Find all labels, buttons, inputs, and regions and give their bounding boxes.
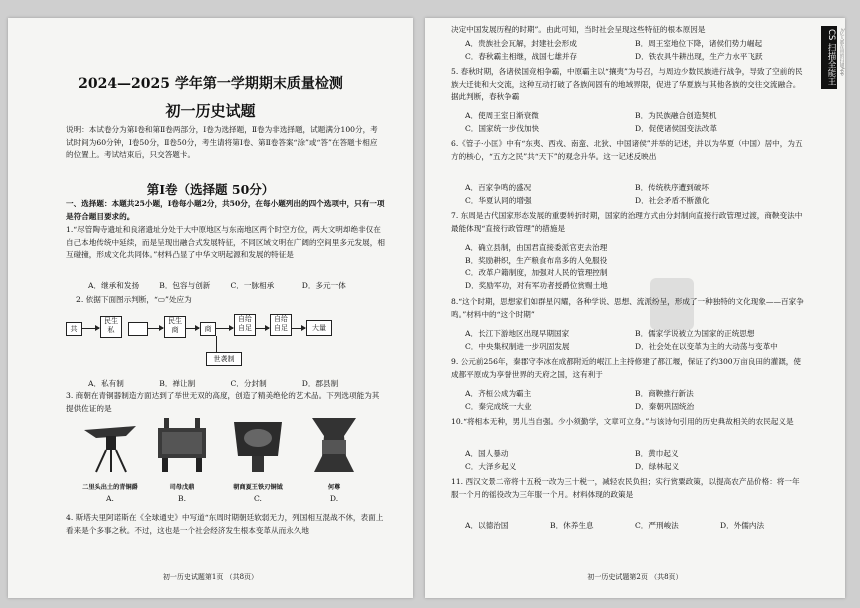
option-a: A．使周王室日渐衰微 (465, 111, 539, 120)
diagram-box-8: 世袭制 (206, 352, 242, 366)
option-d: D．绿林起义 (635, 461, 680, 471)
option-a: A．国人暴动 (465, 449, 509, 458)
option-d: D．外儒内法 (720, 521, 765, 530)
diagram-arrow (81, 328, 99, 329)
camscanner-watermark (821, 26, 837, 89)
question-11: 11. 西汉文景二帝将十五税一改为三十税一，减轻农民负担；实行赏粟政策，以提高农产品价格：将一年服一个月的徭役改为三年服一个月。材料体现的政策是 (451, 477, 800, 499)
option-c: C．中央集权制进一步巩固发展 (465, 341, 570, 351)
diagram-box-3: 民生 商 (164, 316, 186, 338)
question-8-options (465, 328, 805, 353)
option-d: D．多元一体 (301, 281, 346, 290)
relic-caption-a: 二里头出土的青铜爵 (82, 484, 138, 491)
question-5-options (465, 110, 805, 135)
question-2-options (88, 378, 373, 391)
question-8: 8.“这个时期，思想家们如群星闪耀，各种学说、思想、流派纷呈，形成了一种独特的文化现象——百家争鸣。”材料中的“这个时期” (451, 297, 804, 319)
option-b: B. (178, 494, 186, 503)
question-4: 4. 斯塔夫里阿诺斯在《全球通史》中写道“东周时期朝廷软弱无力，列国相互混战不休，表面上看来是个多事之秋。不过，这也是一个社会经济发生根本变革从而永久地 (66, 513, 384, 535)
option-c: C．华夏认同的增强 (465, 195, 532, 205)
relic-caption-d: 何尊 (327, 484, 341, 491)
answer-blank-box (128, 322, 148, 336)
option-c: C. (254, 494, 262, 503)
option-b: B．传统秩序遭到破坏 (635, 183, 709, 192)
option-b: B．休养生息 (550, 521, 594, 530)
option-c: C．分封制 (230, 379, 267, 388)
question-10-options (465, 448, 805, 473)
question-9: 9. 公元前256年，秦郡守李冰在成都附近的岷江上主持修建了都江堰，保证了约300万亩良田的灌溉，使成都平原成为享誉世界的天府之国，这有利于 (451, 357, 801, 379)
option-a: A．以德治国 (465, 521, 509, 530)
diagram-box-6: 自给 自足 (270, 314, 292, 336)
exam-subtitle: 初一历史试题 (165, 102, 256, 120)
option-b: B．包容与创新 (159, 281, 211, 290)
diagram-box-4: 商 (200, 322, 216, 336)
option-a: A．私有制 (88, 379, 124, 388)
option-d: D．促使诸侯国变法改革 (635, 123, 718, 133)
option-c: C．国家统一步伐加快 (465, 123, 540, 133)
diagram-box-2: 民生 私 (100, 316, 122, 338)
question-9-options (465, 388, 805, 413)
instructions: 说明：本试卷分为第Ⅰ卷和第Ⅱ卷两部分，Ⅰ卷为选择题，Ⅱ卷为非选择题，试题满分100分，考试时间为60分钟，Ⅰ卷50分，Ⅱ卷50分，考生请将第Ⅰ卷、第Ⅱ卷答案“涂”或“答”在答题卡相应的位置上。考试结束后，只交答题卡。 (66, 125, 378, 159)
exam-page-1 (8, 18, 413, 598)
question-6: 6.《管子·小匡》中有“东夷、西戎、南蛮、北狄、中国诸侯”并举的记述，并以为华夏（中国）居中，为五方的核心，“五方之民”共“天下”的观念升华。这一记述反映出 (451, 139, 803, 161)
question-11-options (465, 520, 805, 533)
option-d: D．秦朝巩固统治 (635, 401, 695, 411)
option-d: D．社会处在以变革为主的大动荡与变革中 (635, 341, 778, 351)
diagram-arrow (291, 328, 305, 329)
question-10: 10.“将相本无种，男儿当自强。少小须勤学，文章可立身。”与该诗句引用的历史典故相关的农民起义是 (451, 417, 794, 426)
option-c: C．一脉相承 (230, 281, 275, 290)
option-c: C．大泽乡起义 (465, 461, 517, 471)
simuwu-ding-image (148, 416, 216, 474)
option-a: A．齐桓公成为霸主 (465, 389, 532, 398)
camscanner-badge: CS (826, 29, 836, 41)
question-7-options (465, 242, 805, 292)
option-b: B．周王室地位下降，诸侯们势力崛起 (635, 39, 763, 48)
question-7: 7. 东周是古代国家形态发展的重要转折时期，国家的治理方式由分封制向直接行政管理过渡，商鞅变法中最能体现“直接行政管理”的措施是 (451, 211, 803, 233)
question-1: 1.“尽管陶寺遗址和良渚遗址分处于大中原地区与东南地区两个时空方位，两大文明却绝非仅在自己本地传统中延续，而是呈现出融合式发展特征，不同区域文明在广阔的空间里多元发展，相互碰撞，形成文化共同体。”材料凸显了中华文明起源和发展的特征是 (66, 225, 385, 259)
option-a: A. (106, 494, 114, 503)
question-4-continued: 决定中国发展历程的时期”。由此可知，当时社会呈现这些特征的根本原因是 (451, 25, 706, 34)
page-footer: 初一历史试题第1页 （共8页） (162, 573, 259, 581)
camscanner-tagline: 3亿人都在用的扫描App (839, 28, 844, 76)
camscanner-brand: 扫描全能王 (826, 43, 836, 86)
exam-title: 2024—2025 学年第一学期期末质量检测 (78, 76, 343, 92)
question-2: 2. 依据下面图示判断，“▭”处应为 (76, 295, 192, 304)
bronze-jue-image (76, 416, 144, 474)
option-b: B．奖励耕织，生产粮食布帛多的人免服役 (465, 255, 608, 265)
relic-caption-b: 司母戊鼎 (169, 484, 195, 491)
bronze-yue-image (224, 416, 292, 474)
diagram-arrow (215, 328, 233, 329)
option-c: C．严刑峻法 (635, 521, 679, 530)
he-zun-image (300, 416, 368, 474)
page-footer: 初一历史试题第2页 （共8页） (587, 573, 683, 581)
question-3: 3. 商朝在青铜器制造方面达到了举世无双的高度，创造了精美绝伦的艺术品。下列选项能为其提供佐证的是 (66, 391, 380, 413)
option-a: A．继承和发扬 (88, 281, 140, 290)
option-b: B．儒家学说被立为国家的正统思想 (635, 329, 755, 338)
diagram-connector (216, 336, 217, 352)
question-6-options (465, 182, 805, 207)
option-d: D．奖励军功，对有军功者授爵位赏赐土地 (465, 280, 608, 290)
option-a: A．贵族社会瓦解，封建社会形成 (465, 39, 577, 48)
option-d: D．郡县制 (301, 379, 339, 388)
option-d: D．铁农具牛耕出现，生产力水平飞跃 (635, 51, 763, 61)
option-a: A．百家争鸣的盛况 (465, 183, 532, 192)
option-d: D．社会矛盾不断激化 (635, 195, 710, 205)
exam-page-2 (425, 18, 845, 598)
option-b: B．为民族融合创造契机 (635, 111, 717, 120)
option-c: C．秦完成统一大业 (465, 401, 532, 411)
question-5: 5. 春秋时期，各诸侯国竞相争霸，中原霸主以“攘夷”为号召，与周边少数民族进行战争，导致了空前的民族大迁徙和大交流，这种互动打破了各族间固有的地域界限，促进了华夏族与其他各族的交往交流融合。据此判断，春秋争霸 (451, 67, 803, 101)
diagram-box-7: 大量 (306, 320, 332, 336)
option-b: B．商鞅推行新法 (635, 389, 694, 398)
flow-diagram (66, 314, 366, 374)
option-b: B．黄巾起义 (635, 449, 679, 458)
option-a: A．确立县制，由国君直接委派官吏去治理 (465, 243, 608, 252)
diagram-arrow (255, 328, 269, 329)
section-note: 一、选择题：本题共25小题，Ⅰ卷每小题2分，共50分，在每小题列出的四个选项中，只有一项是符合题目要求的。 (66, 199, 385, 221)
diagram-box-5: 自给 自足 (234, 314, 256, 336)
section-title: 第Ⅰ卷（选择题 50分） (146, 182, 275, 197)
option-c: C．春秋霸主相继，战国七雄并存 (465, 51, 578, 61)
option-a: A．长江下游地区出现早期国家 (465, 329, 570, 338)
diagram-box-1: 共 (66, 322, 82, 336)
diagram-arrow (147, 328, 163, 329)
question-4-options (465, 38, 805, 63)
relic-caption-c: 朝商夏王铁刃铜钺 (233, 484, 283, 491)
option-d: D. (329, 494, 339, 503)
diagram-arrow (185, 328, 199, 329)
option-c: C．改革户籍制度，加强对人民的管理控制 (465, 268, 608, 277)
option-b: B．禅让制 (159, 379, 196, 388)
question-1-options (88, 280, 373, 293)
